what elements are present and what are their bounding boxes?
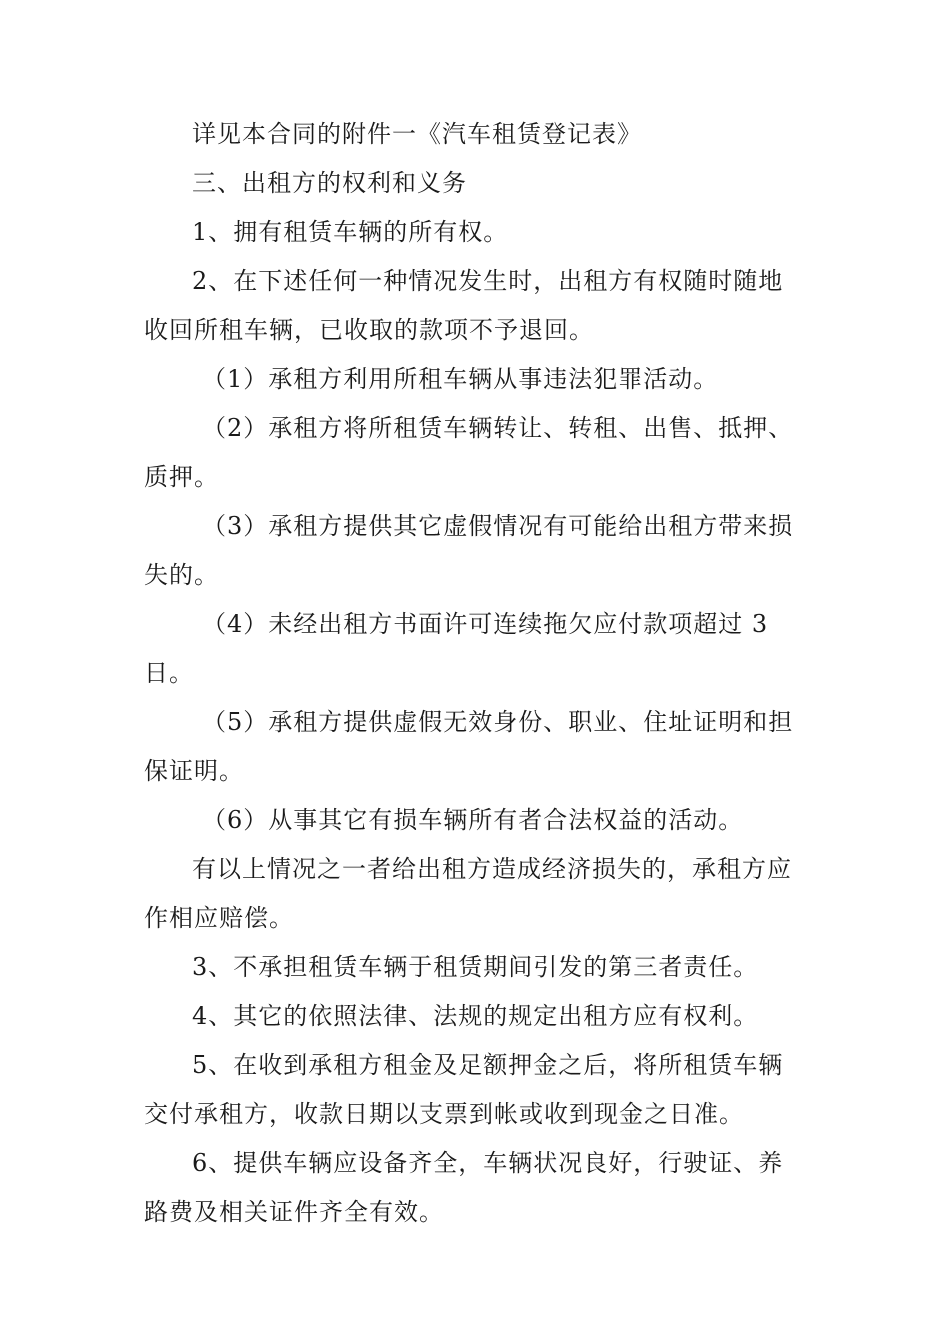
document-body xyxy=(144,110,806,1237)
section-heading-lessor-rights: 三、出租方的权利和义务 xyxy=(192,169,467,197)
sub-clause-1: （1）承租方利用所租车辆从事违法犯罪活动。 xyxy=(202,365,719,393)
compensation-paragraph: 有以上情况之一者给出租方造成经济损失的，承租方应作相应赔偿。 xyxy=(144,855,792,932)
clause-1: 1、拥有租赁车辆的所有权。 xyxy=(192,218,509,246)
clause-6: 6、提供车辆应设备齐全，车辆状况良好，行驶证、养路费及相关证件齐全有效。 xyxy=(144,1149,784,1226)
sub-clause-5: （5）承租方提供虚假无效身份、职业、住址证明和担保证明。 xyxy=(144,708,794,785)
clause-3: 3、不承担租赁车辆于租赁期间引发的第三者责任。 xyxy=(192,953,759,981)
sub-clause-4: （4）未经出租方书面许可连续拖欠应付款项超过 3 日。 xyxy=(144,610,769,687)
clause-4: 4、其它的依照法律、法规的规定出租方应有权利。 xyxy=(192,1002,759,1030)
clause-2: 2、在下述任何一种情况发生时，出租方有权随时随地收回所租车辆，已收取的款项不予退回。 xyxy=(144,267,784,344)
clause-5: 5、在收到承租方租金及足额押金之后，将所租赁车辆交付承租方，收款日期以支票到帐或收到现金之日准。 xyxy=(144,1051,784,1128)
paragraph-attachment-reference: 详见本合同的附件一《汽车租赁登记表》 xyxy=(192,120,642,148)
sub-clause-6: （6）从事其它有损车辆所有者合法权益的活动。 xyxy=(202,806,744,834)
sub-clause-3: （3）承租方提供其它虚假情况有可能给出租方带来损失的。 xyxy=(144,512,794,589)
sub-clause-2: （2）承租方将所租赁车辆转让、转租、出售、抵押、质押。 xyxy=(144,414,794,491)
